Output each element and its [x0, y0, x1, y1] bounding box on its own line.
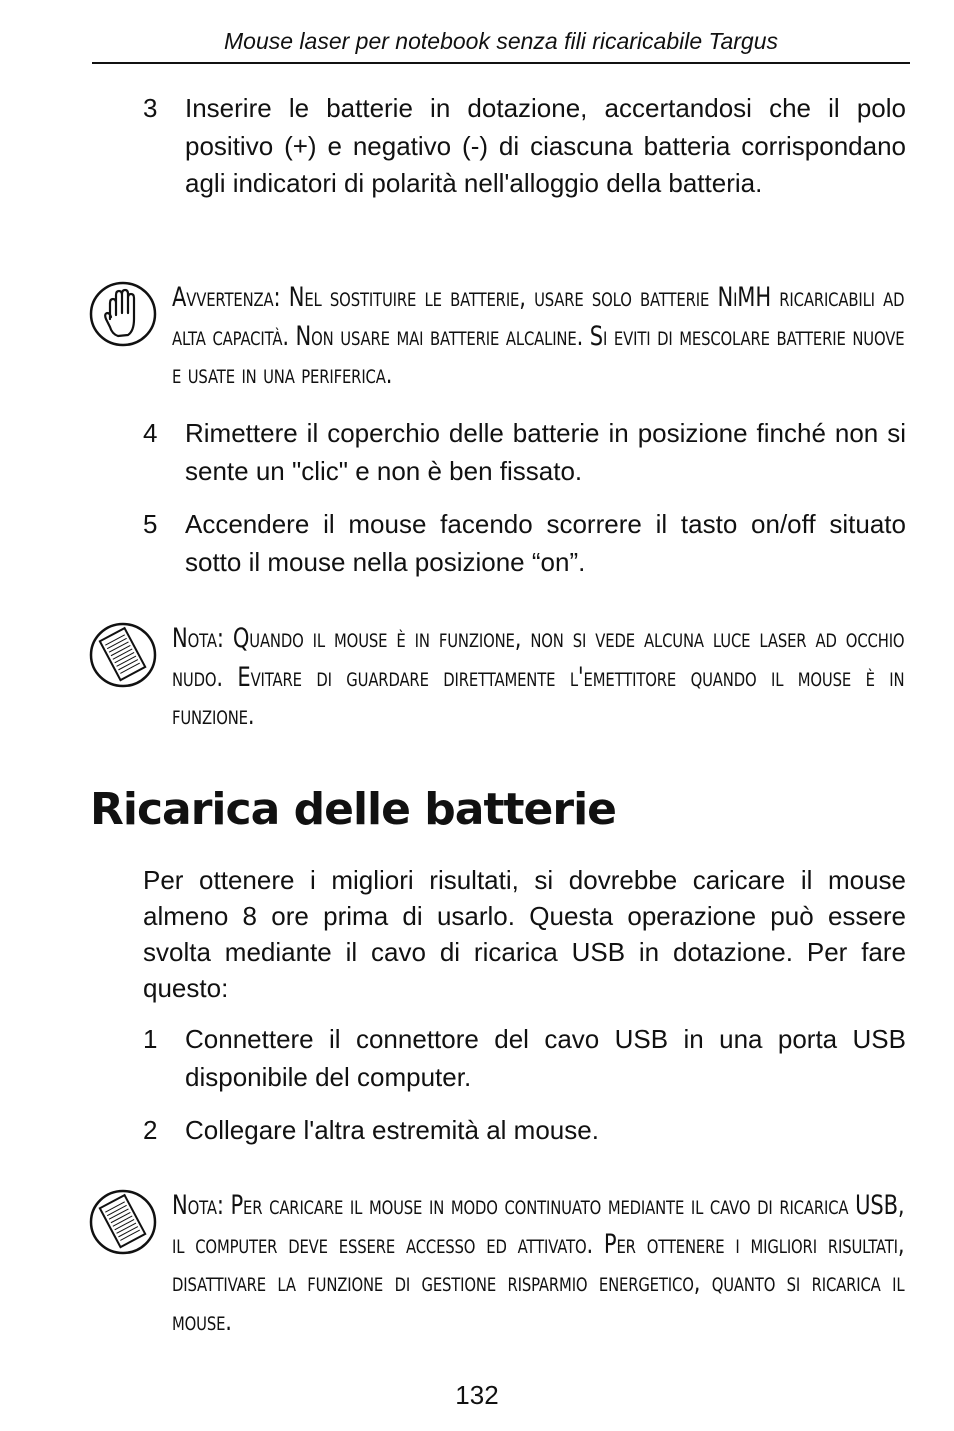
note-callout: [88, 1187, 906, 1341]
warning-callout: [88, 279, 906, 395]
notepad-icon: [88, 1187, 158, 1257]
hand-icon: [88, 279, 158, 349]
step-text: Collegare l'altra estremità al mouse.: [185, 1115, 599, 1145]
step-number: 5: [143, 509, 158, 539]
list-item: [143, 1112, 906, 1150]
note-callout: [88, 620, 906, 736]
notepad-icon: [88, 620, 158, 690]
step-text: Rimettere il coperchio delle batterie in posizione finché non si sente un "clic" e non è ben fissato.: [185, 418, 906, 486]
list-item: [143, 90, 906, 203]
page-number: 132: [455, 1380, 499, 1410]
step-text: Connettere il connettore del cavo USB in una porta USB disponibile del computer.: [185, 1024, 906, 1092]
list-item: [143, 1021, 906, 1096]
header-title: Mouse laser per notebook senza fili ricaricabile Targus: [224, 28, 778, 54]
running-header: [92, 26, 910, 64]
step-number: 4: [143, 418, 158, 448]
note-text: Nota: Per caricare il mouse in modo continuato mediante il cavo di ricarica USB, il computer deve essere accesso ed attivato. Per ottenere i migliori risultati, disattivare la funzione di gestione risparmio energetico, quanto si ricarica il mouse.: [172, 1190, 905, 1337]
intro-paragraph: Per ottenere i migliori risultati, si dovrebbe caricare il mouse almeno 8 ore prima di usarlo. Questa operazione può essere svolta mediante il cavo di ricarica USB in dotazione. Per fare questo:: [143, 865, 906, 1003]
step-number: 3: [143, 93, 158, 123]
step-text: Accendere il mouse facendo scorrere il tasto on/off situato sotto il mouse nella posizione “on”.: [185, 509, 906, 577]
list-item: [143, 506, 906, 581]
step-text: Inserire le batterie in dotazione, accertandosi che il polo positivo (+) e negativo (-) di ciascuna batteria corrispondano agli indicatori di polarità nell'alloggio della batteria.: [185, 93, 906, 198]
section-title: Ricarica delle batterie: [90, 784, 616, 835]
note-text: Nota: Quando il mouse è in funzione, non si vede alcuna luce laser ad occhio nudo. Evitare di guardare direttamente l'emettitore quando il mouse è in funzione.: [172, 623, 905, 731]
step-number: 2: [143, 1115, 158, 1145]
step-number: 1: [143, 1024, 158, 1054]
list-item: [143, 415, 906, 490]
warning-text: Avvertenza: Nel sostituire le batterie, usare solo batterie NiMH ricaricabili ad alta capacità. Non usare mai batterie alcaline. Si eviti di mescolare batterie nuove e usate in una periferica.: [172, 282, 905, 390]
